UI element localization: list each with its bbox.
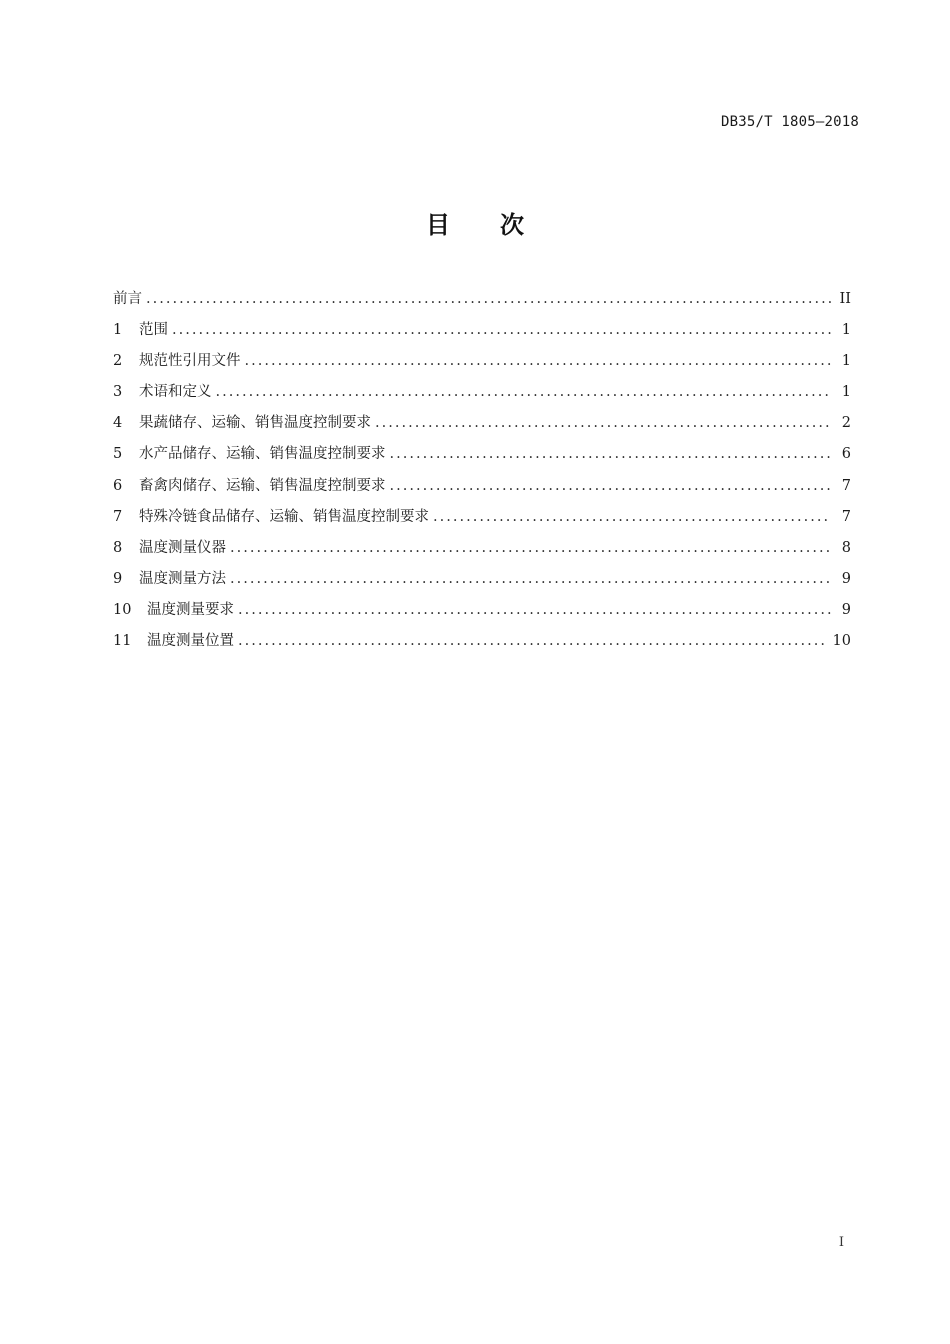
- toc-entry-number: 6: [113, 477, 123, 494]
- toc-entry-number: 7: [113, 508, 123, 525]
- toc-dot-leader: [390, 471, 832, 502]
- toc-entry-8[interactable]: [113, 533, 851, 564]
- page-number: I: [838, 1235, 844, 1250]
- toc-entry-5[interactable]: [113, 439, 851, 470]
- toc-dot-leader: [230, 533, 831, 564]
- toc-entry-label: 果蔬储存、运输、销售温度控制要求: [139, 415, 371, 432]
- toc-dot-leader: [375, 408, 831, 439]
- toc-entry-page: 7: [841, 508, 851, 525]
- table-of-contents: [113, 284, 851, 657]
- toc-dot-leader: [216, 377, 832, 408]
- toc-entry-10[interactable]: [113, 595, 851, 626]
- toc-entry-page: 1: [841, 384, 851, 401]
- toc-entry-foreword[interactable]: [113, 284, 851, 315]
- toc-entry-label: 前言: [113, 291, 142, 307]
- toc-dot-leader: [433, 502, 831, 533]
- toc-entry-page: 7: [841, 477, 851, 494]
- toc-entry-7[interactable]: [113, 502, 851, 533]
- toc-entry-page: 9: [841, 570, 851, 587]
- toc-entry-page: 9: [841, 601, 851, 618]
- toc-entry-label: 温度测量位置: [147, 633, 234, 650]
- toc-dot-leader: [238, 626, 827, 657]
- toc-entry-label: 术语和定义: [139, 384, 212, 401]
- toc-entry-label: 特殊冷链食品储存、运输、销售温度控制要求: [139, 508, 429, 525]
- toc-entry-number: 3: [113, 384, 123, 401]
- toc-dot-leader: [238, 595, 831, 626]
- toc-entry-4[interactable]: [113, 408, 851, 439]
- toc-dot-leader: [245, 346, 832, 377]
- toc-dot-leader: [172, 315, 831, 346]
- toc-entry-label: 温度测量仪器: [139, 539, 226, 556]
- toc-entry-number: 4: [113, 415, 123, 432]
- toc-entry-page: 10: [832, 633, 851, 650]
- toc-entry-number: 10: [113, 601, 132, 618]
- document-code: DB35/T 1805—2018: [720, 114, 859, 130]
- toc-entry-number: 11: [113, 633, 132, 650]
- toc-entry-number: 1: [113, 322, 123, 339]
- toc-entry-page: 6: [841, 446, 851, 463]
- page-title: 目次: [426, 211, 574, 239]
- toc-entry-page: 1: [841, 322, 851, 339]
- toc-entry-label: 规范性引用文件: [139, 353, 241, 370]
- toc-entry-9[interactable]: [113, 564, 851, 595]
- toc-entry-number: 9: [113, 570, 123, 587]
- toc-entry-label: 畜禽肉储存、运输、销售温度控制要求: [139, 477, 386, 494]
- toc-entry-6[interactable]: [113, 471, 851, 502]
- toc-entry-page: II: [839, 291, 851, 307]
- toc-dot-leader: [230, 564, 831, 595]
- toc-entry-11[interactable]: [113, 626, 851, 657]
- toc-dot-leader: [390, 439, 832, 470]
- toc-entry-number: 2: [113, 353, 123, 370]
- toc-entry-page: 8: [841, 539, 851, 556]
- toc-entry-3[interactable]: [113, 377, 851, 408]
- toc-entry-label: 水产品储存、运输、销售温度控制要求: [139, 446, 386, 463]
- toc-entry-label: 温度测量要求: [147, 601, 234, 618]
- toc-entry-2[interactable]: [113, 346, 851, 377]
- toc-entry-page: 1: [841, 353, 851, 370]
- toc-entry-number: 8: [113, 539, 123, 556]
- toc-dot-leader: [146, 284, 831, 315]
- toc-entry-label: 温度测量方法: [139, 570, 226, 587]
- toc-entry-page: 2: [841, 415, 851, 432]
- toc-entry-label: 范围: [139, 322, 168, 339]
- toc-entry-1[interactable]: [113, 315, 851, 346]
- toc-entry-number: 5: [113, 446, 123, 463]
